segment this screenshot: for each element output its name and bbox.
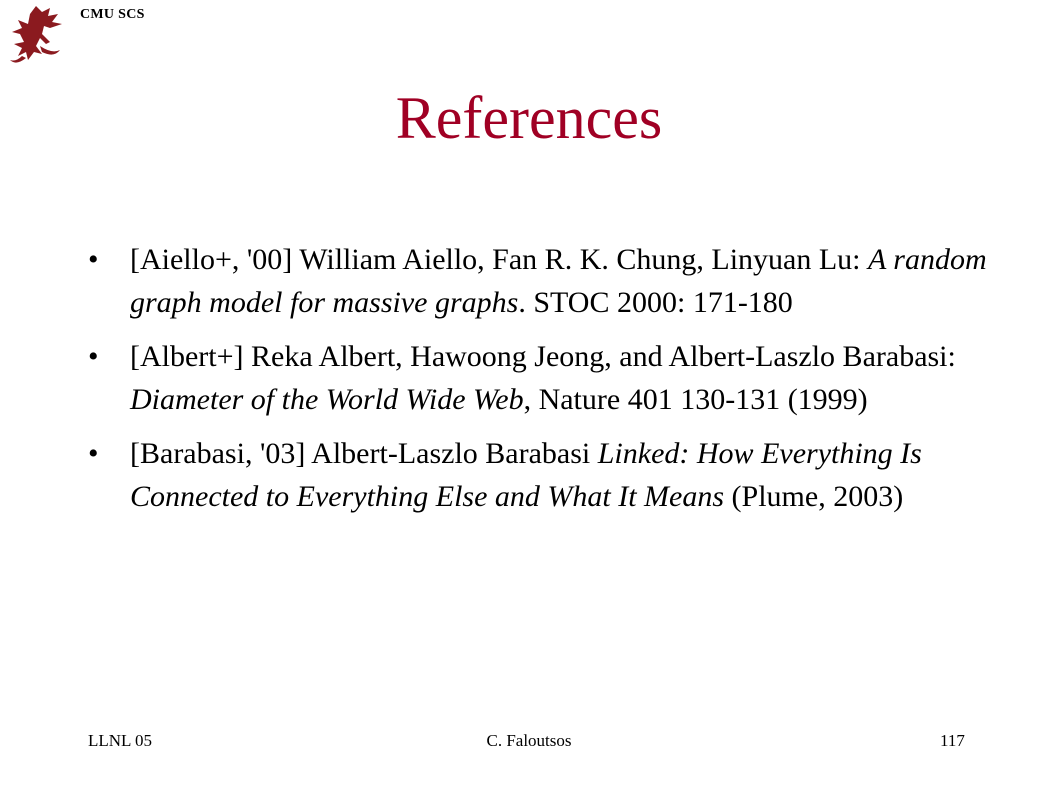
reference-source: (Plume, 2003) — [724, 480, 904, 513]
reference-list — [88, 238, 988, 529]
cmu-griffin-logo-icon — [6, 2, 64, 68]
footer-author: C. Faloutsos — [486, 731, 572, 750]
page-title: References — [395, 85, 663, 151]
reference-item-aiello — [88, 238, 988, 324]
reference-source: , Nature 401 130-131 (1999) — [523, 383, 868, 416]
reference-source: . STOC 2000: 171-180 — [518, 286, 793, 319]
reference-item-barabasi — [88, 432, 988, 518]
bullet-icon: • — [88, 243, 99, 276]
reference-text: [Aiello+, '00] William Aiello, Fan R. K. Chung, Linyuan Lu: — [130, 243, 869, 276]
reference-text: [Albert+] Reka Albert, Hawoong Jeong, and Albert-Laszlo Barabasi: — [130, 340, 956, 373]
page-number: 117 — [940, 731, 965, 750]
reference-title: Linked: How Everything Is Connected to Everything Else and What It Means — [130, 437, 922, 513]
footer-event-label: LLNL 05 — [88, 731, 153, 750]
reference-item-albert — [88, 335, 988, 421]
reference-text: [Barabasi, '03] Albert-Laszlo Barabasi — [130, 437, 598, 470]
reference-title: Diameter of the World Wide Web — [130, 383, 524, 416]
reference-title: A random graph model for massive graphs — [130, 243, 987, 319]
bullet-icon: • — [88, 437, 99, 470]
bullet-icon: • — [88, 340, 99, 373]
org-label: CMU SCS — [80, 7, 145, 22]
